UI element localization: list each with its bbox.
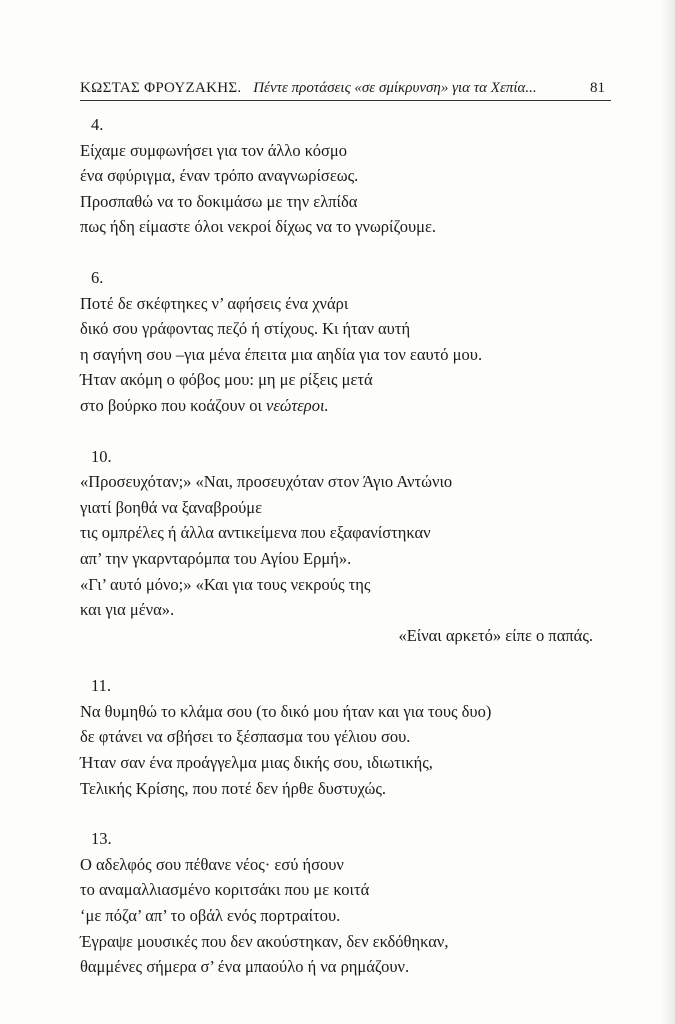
poem-number: 13.	[91, 829, 112, 849]
poem-line: το αναμαλλιασμένο κοριτσάκι που με κοιτά	[80, 880, 370, 900]
poem-line: Προσπαθώ να το δοκιμάσω με την ελπίδα	[80, 191, 358, 211]
header-rule	[80, 100, 611, 101]
poem-line: Ήταν σαν ένα προάγγελμα μιας δικής σου, ιδιωτικής,	[80, 753, 433, 773]
poem-line: θαμμένες σήμερα σ’ ένα μπαούλο ή να ρημάζουν.	[80, 957, 410, 977]
header-author: ΚΩΣΤΑΣ ΦΡΟΥΖΑΚΗΣ.	[80, 80, 242, 96]
poem-line: πως ήδη είμαστε όλοι νεκροί δίχως να το γνωρίζουμε.	[80, 217, 437, 237]
poem-13	[80, 826, 611, 980]
poem-line: δικό σου γράφοντας πεζό ή στίχους. Κι ήταν αυτή	[80, 319, 411, 339]
poem-line: δε φτάνει να σβήσει το ξέσπασμα του γέλιου σου.	[80, 727, 411, 747]
poem-10	[80, 444, 611, 649]
poem-line-italic: νεώτεροι.	[266, 395, 329, 415]
poem-line: Ο αδελφός σου πέθανε νέος· εσύ ήσουν	[80, 854, 344, 874]
poem-line: Τελικής Κρίσης, που ποτέ δεν ήρθε δυστυχώς.	[80, 778, 386, 798]
poem-line: γιατί βοηθά να ξαναβρούμε	[80, 497, 263, 517]
poem-6	[80, 265, 611, 419]
page-number: 81	[590, 80, 605, 96]
poem-line: Να θυμηθώ το κλάμα σου (το δικό μου ήταν και για τους δυο)	[80, 701, 492, 721]
poem-line	[80, 393, 611, 419]
poem-11	[80, 673, 611, 801]
poem-line: ένα σφύριγμα, έναν τρόπο αναγνωρίσεως.	[80, 166, 359, 186]
poem-line-right: «Είναι αρκετό» είπε ο παπάς.	[398, 625, 593, 645]
poem-line: η σαγήνη σου –για μένα έπειτα μια αηδία για τον εαυτό μου.	[80, 344, 483, 364]
poem-line: τις ομπρέλες ή άλλα αντικείμενα που εξαφανίστηκαν	[80, 523, 431, 543]
poem-line: Έγραψε μουσικές που δεν ακούστηκαν, δεν εκδόθηκαν,	[80, 931, 449, 951]
poem-number: 11.	[91, 676, 112, 696]
poem-line: απ’ την γκαρνταρόμπα του Αγίου Ερμή».	[80, 548, 352, 568]
poem-line: «Γι’ αυτό μόνο;» «Και για τους νεκρούς της	[80, 574, 371, 594]
poem-line: «Προσευχόταν;» «Ναι, προσευχόταν στον Άγιο Αντώνιο	[80, 472, 453, 492]
poems-container	[80, 112, 611, 1005]
page-edge-shadow	[661, 0, 675, 1024]
poem-line-text: στο βούρκο που κοάζουν οι	[80, 395, 262, 415]
poem-line: Ποτέ δε σκέφτηκες ν’ αφήσεις ένα χνάρι	[80, 293, 349, 313]
poem-4	[80, 112, 611, 240]
poem-number: 10.	[91, 446, 112, 466]
poem-number: 6.	[91, 267, 104, 287]
header-title: Πέντε προτάσεις «σε σμίκρυνση» για τα Χεπία...	[253, 80, 537, 96]
poem-line: Είχαμε συμφωνήσει για τον άλλο κόσμο	[80, 140, 347, 160]
running-header	[80, 77, 611, 99]
poem-line: ‘με πόζα’ απ’ το οβάλ ενός πορτραίτου.	[80, 906, 341, 926]
poem-line: Ήταν ακόμη ο φόβος μου: μη με ρίξεις μετά	[80, 370, 373, 390]
poem-number: 4.	[91, 115, 104, 134]
poem-line: και για μένα».	[80, 600, 175, 620]
